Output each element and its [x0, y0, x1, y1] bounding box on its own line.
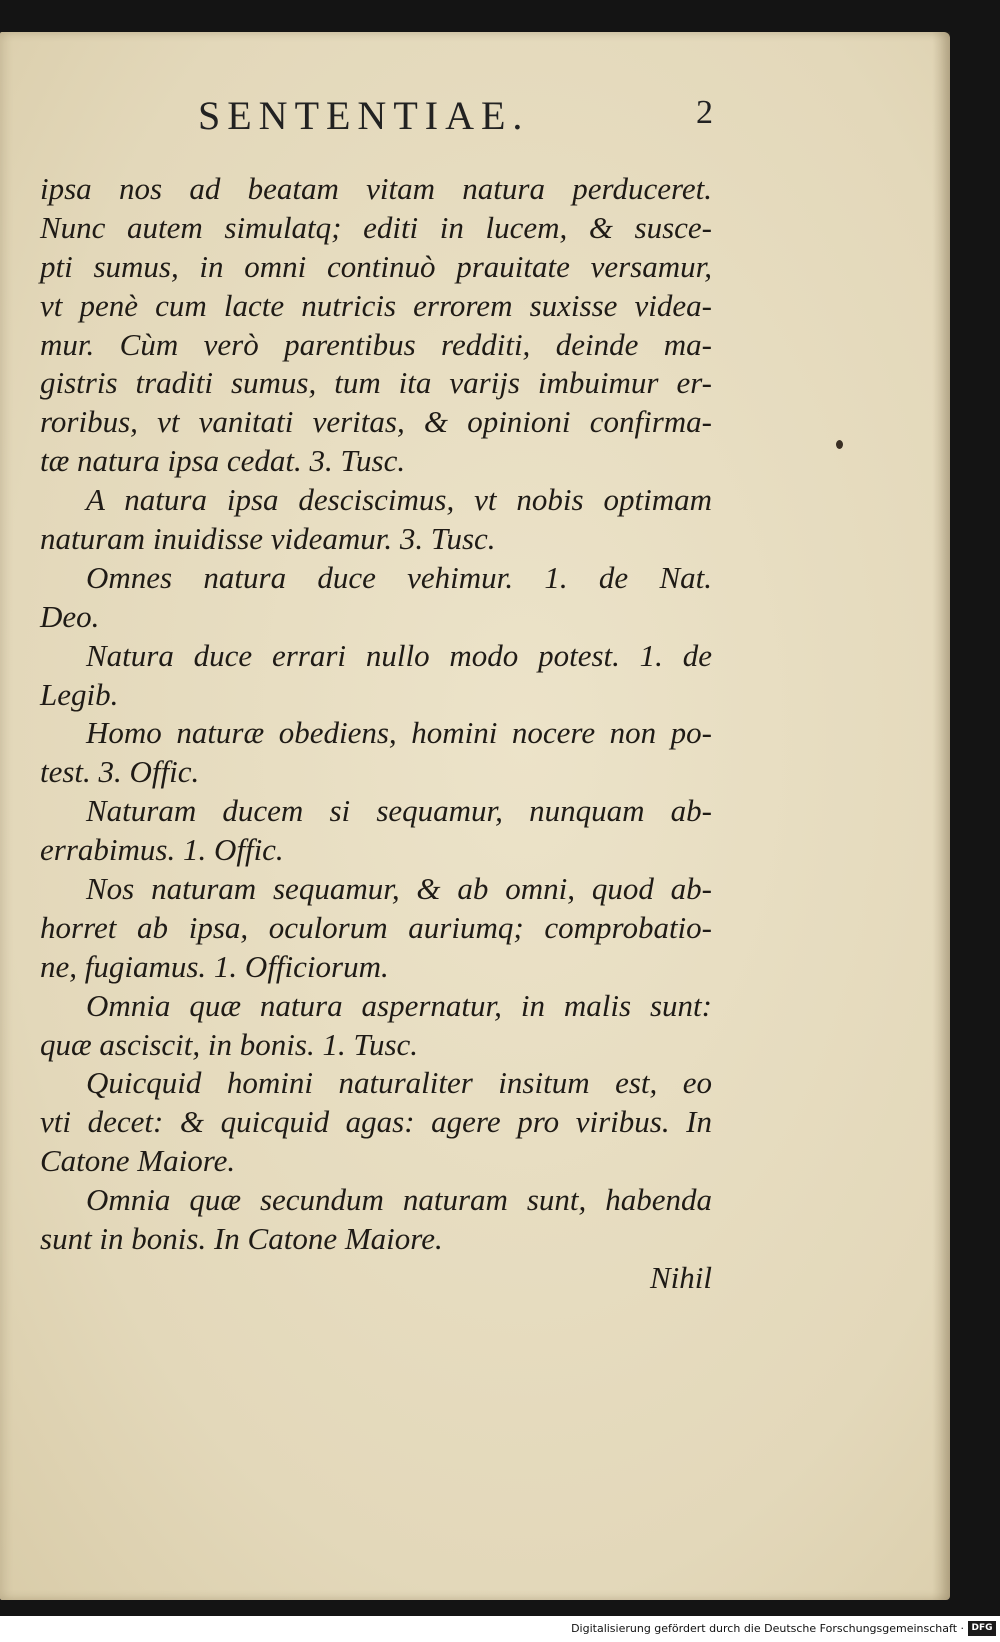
text-line: quæ asciscit, in bonis. 1. Tusc.	[40, 1026, 419, 1062]
dfg-logo: DFG	[968, 1621, 996, 1636]
text-line: Homo naturæ obediens, homini nocere non po-	[86, 715, 712, 751]
text-line: roribus, vt vanitati veritas, & opinioni confirma-	[40, 404, 712, 440]
ink-spot	[836, 440, 843, 449]
text-line: naturam inuidisse videamur. 3. Tusc.	[40, 521, 496, 557]
book-page	[0, 32, 950, 1600]
text-line: test. 3. Offic.	[40, 754, 200, 790]
text-line: tæ natura ipsa cedat. 3. Tusc.	[40, 443, 406, 479]
text-line: pti sumus, in omni continuò prauitate versamur,	[40, 248, 712, 284]
text-line: sunt in bonis. In Catone Maiore.	[40, 1221, 443, 1257]
text-line: Omnia quæ natura aspernatur, in malis sunt:	[86, 987, 712, 1023]
text-line: ne, fugiamus. 1. Officiorum.	[40, 948, 389, 984]
text-line: Quicquid homini naturaliter insitum est, eo	[86, 1065, 712, 1101]
text-line: errabimus. 1. Offic.	[40, 832, 284, 868]
text-line: Legib.	[40, 676, 119, 712]
footer-credit: Digitalisierung gefördert durch die Deutsche Forschungsgemeinschaft ·	[571, 1622, 964, 1635]
text-line: vti decet: & quicquid agas: agere pro viribus. In	[40, 1104, 712, 1140]
text-line: Naturam ducem si sequamur, nunquam ab-	[86, 793, 712, 829]
page-number: 2	[696, 94, 713, 131]
body-text	[40, 170, 712, 1298]
text-line: A natura ipsa desciscimus, vt nobis optimam	[86, 482, 712, 518]
running-title: SENTENTIAE.	[198, 93, 530, 138]
text-line: vt penè cum lacte nutricis errorem suxisse videa-	[40, 287, 712, 323]
running-header	[0, 92, 950, 152]
text-line: Catone Maiore.	[40, 1143, 236, 1179]
digitization-footer	[0, 1616, 1000, 1642]
text-line: Nunc autem simulatq; editi in lucem, & susce-	[40, 209, 712, 245]
text-line: gistris traditi sumus, tum ita varijs imbuimur er-	[40, 365, 712, 401]
text-line: Omnia quæ secundum naturam sunt, habenda	[86, 1182, 712, 1218]
text-line: horret ab ipsa, oculorum auriumq; comprobatio-	[40, 909, 712, 945]
catchword: Nihil	[649, 1259, 712, 1295]
text-line: Deo.	[40, 598, 100, 634]
text-line: Natura duce errari nullo modo potest. 1. de	[86, 637, 712, 673]
text-line: ipsa nos ad beatam vitam natura perduceret.	[40, 171, 712, 206]
text-line: Omnes natura duce vehimur. 1. de Nat.	[86, 559, 712, 595]
text-line: mur. Cùm verò parentibus redditi, deinde ma-	[40, 326, 712, 362]
text-line: Nos naturam sequamur, & ab omni, quod ab-	[86, 871, 712, 907]
